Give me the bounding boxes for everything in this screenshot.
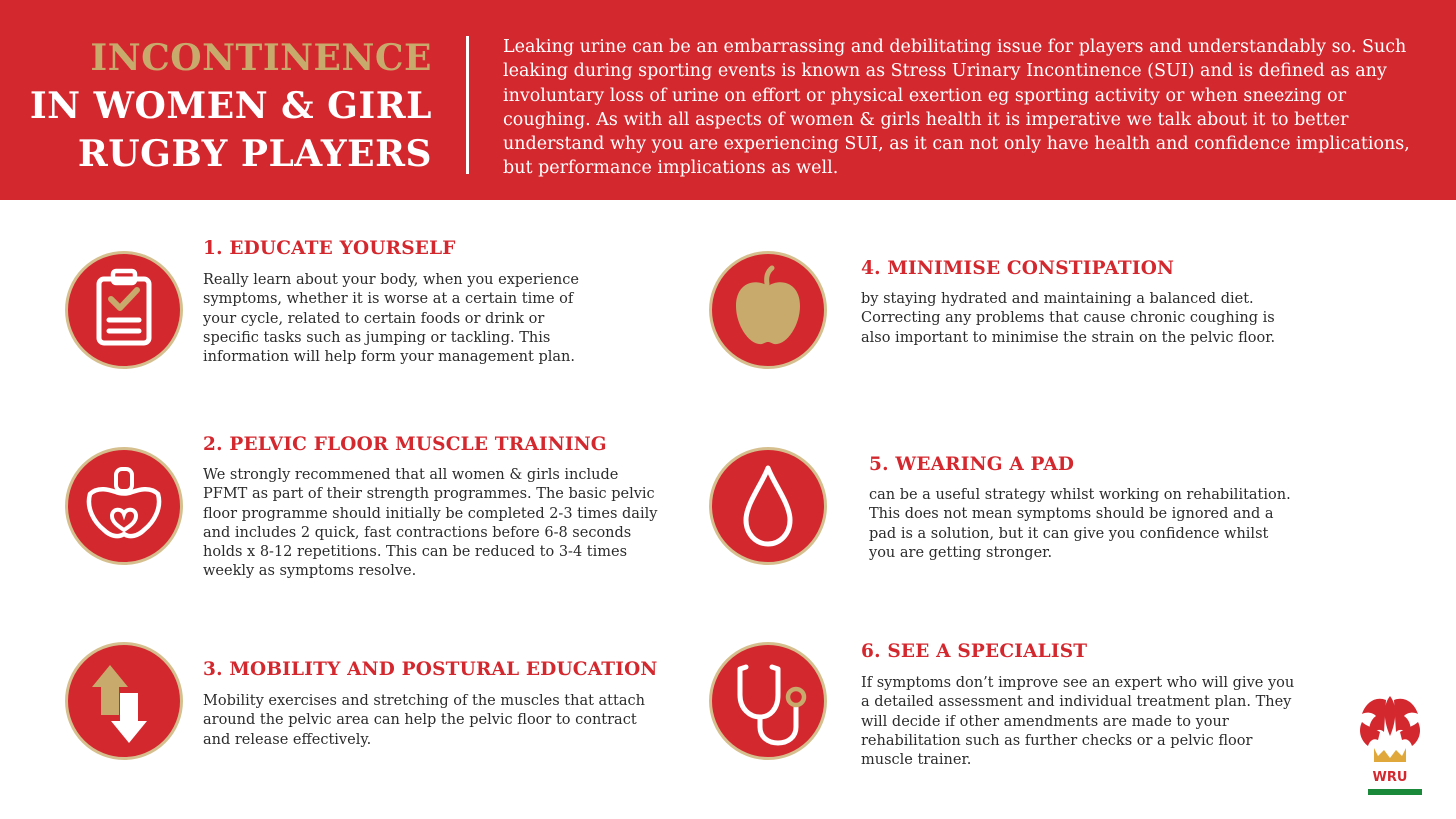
wru-logo-green-bar bbox=[1368, 789, 1422, 795]
section-6-heading: 6. SEE A SPECIALIST bbox=[861, 641, 1088, 662]
pelvis-icon bbox=[65, 447, 183, 565]
page-title bbox=[30, 34, 432, 178]
title-line-1: INCONTINENCE bbox=[90, 37, 432, 79]
section-3-text: Mobility exercises and stretching of the muscles that attach around the pelvic area can help the pelvic floor to contract and release effectively. bbox=[203, 693, 645, 748]
up-down-arrows-icon bbox=[65, 642, 183, 760]
section-1-heading: 1. EDUCATE YOURSELF bbox=[203, 238, 456, 259]
droplet-icon bbox=[709, 447, 827, 565]
apple-icon bbox=[709, 251, 827, 369]
section-2-text: We strongly recommened that all women & girls include PFMT as part of their strength programmes. The basic pelvic floor programme should initially be completed 2-3 times daily and includes 2 quick, fast contractions before 6-8 seconds holds x 8-12 repetitions. This can be reduced to 3-4 times weekly as symptoms resolve. bbox=[203, 467, 658, 580]
header-divider bbox=[466, 36, 469, 174]
section-3-heading: 3. MOBILITY AND POSTURAL EDUCATION bbox=[203, 659, 658, 680]
section-2-heading: 2. PELVIC FLOOR MUSCLE TRAINING bbox=[203, 434, 607, 455]
title-line-3: RUGBY PLAYERS bbox=[77, 133, 432, 175]
section-1-text: Really learn about your body, when you experience symptoms, whether it is worse at a certain time of your cycle, related to certain foods or drink or specific tasks such as jumping or tackling. This information will help form your management plan. bbox=[203, 272, 579, 366]
section-4-heading: 4. MINIMISE CONSTIPATION bbox=[861, 258, 1175, 279]
title-line-2: IN WOMEN & GIRL bbox=[29, 85, 432, 127]
section-5-text: can be a useful strategy whilst working on rehabilitation. This does not mean symptoms should be ignored and a pad is a solution, but it can give you confidence whilst you are getting stronger. bbox=[869, 487, 1291, 561]
section-6-text: If symptoms don’t improve see an expert who will give you a detailed assessment and individual treatment plan. They will decide if other amendments are made to your rehabilitation such as further checks or a pelvic floor muscle trainer. bbox=[861, 675, 1295, 769]
stethoscope-icon bbox=[709, 642, 827, 760]
clipboard-check-icon bbox=[65, 251, 183, 369]
section-4-text: by staying hydrated and maintaining a balanced diet. Correcting any problems that cause chronic coughing is also important to minimise the strain on the pelvic floor. bbox=[861, 291, 1276, 346]
section-5-heading: 5. WEARING A PAD bbox=[869, 454, 1075, 475]
intro-paragraph: Leaking urine can be an embarrassing and debilitating issue for players and understandably so. Such leaking during sporting events is known as Stress Urinary Incontinence (SUI) and is defined as any involuntary loss of urine on effort or physical exertion eg sporting activity or when sneezing or coughing. As with all aspects of women & girls health it is imperative we talk about it to better understand why you are experiencing SUI, as it can not only have health and confidence implications, but performance implications as well. bbox=[503, 37, 1410, 179]
wru-logo-text: WRU bbox=[1372, 770, 1408, 785]
